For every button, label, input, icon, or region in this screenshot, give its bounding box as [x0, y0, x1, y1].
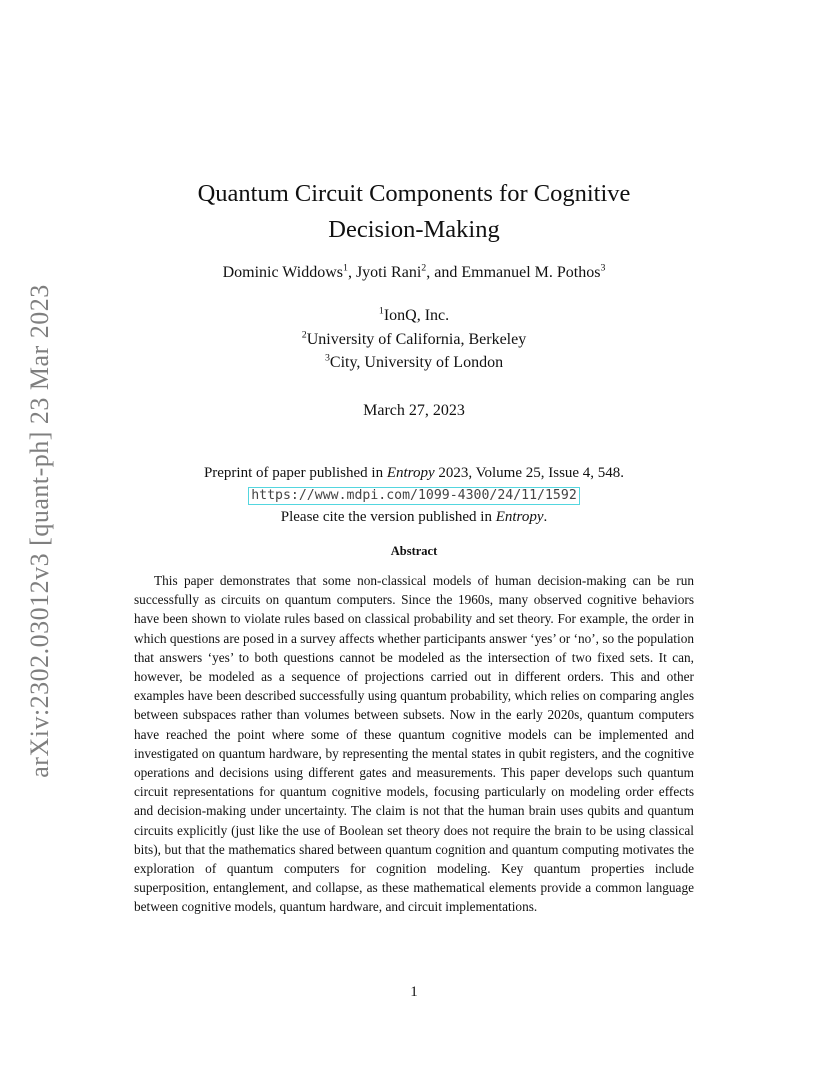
affil-marker: 3: [324, 352, 330, 364]
cite-journal: Entropy: [495, 509, 544, 525]
abstract-body: This paper demonstrates that some non-classical models of human decision-making can be run successfully as circuits on quantum computers. Since the 1960s, many observed cognitive behaviors have been shown to violate rules based on classical probability and set theory. For example, the order in which questions are posed in a survey affects whether participants answer ‘yes’ or ‘no’, so the population that answers ‘yes’ to both questions cannot be modeled as the intersection of two fixed sets. It can, however, be modeled as a sequence of projections carried out in different orders. This and other examples have been described successfully using quantum probability, which relies on comparing angles between subspaces rather than volumes between subsets. Now in the early 2020s, quantum computers have reached the point where some of these quantum cognitive models can be implemented and investigated on quantum hardware, by representing the mental states in qubit registers, and the cognitive operations and decisions using different gates and measurements. This paper develops such quantum circuit representations for quantum cognitive models, focusing particularly on modeling order effects and decision-making under uncertainty. The claim is not that the human brain uses qubits and quantum circuits explicitly (just like the use of Boolean set theory does not require the brain to be using classical bits), but that the mathematics shared between quantum cognition and quantum computing motivates the exploration of quantum computers for cognition modeling. Key quantum properties include superposition, entanglement, and collapse, as these mathematical elements provide a common language between cognitive models, quantum hardware, and circuit implementations.: [134, 573, 694, 915]
affiliation-list: [120, 304, 708, 375]
paper-title: [120, 176, 708, 248]
preprint-suffix: 2023, Volume 25, Issue 4, 548.: [434, 465, 625, 481]
cite-prefix: Please cite the version published in: [280, 509, 496, 525]
title-line-1: Quantum Circuit Components for Cognitive: [197, 180, 631, 207]
abstract-heading: Abstract: [390, 544, 438, 558]
preprint-notice: [120, 462, 708, 528]
paper-date: March 27, 2023: [363, 402, 465, 419]
author-affil-marker: 1: [342, 262, 348, 274]
arxiv-side-stamp: arXiv:2302.03012v3 [quant-ph] 23 Mar 2023: [25, 284, 54, 778]
journal-name: Entropy: [386, 465, 435, 481]
author-name: Dominic Widdows: [222, 264, 343, 281]
affiliation: [120, 351, 708, 375]
affiliation: [120, 328, 708, 352]
affil-text: University of California, Berkeley: [306, 330, 527, 348]
author-affil-marker: 2: [421, 262, 427, 274]
affil-marker: 1: [378, 305, 384, 317]
affil-marker: 2: [301, 329, 307, 341]
preprint-prefix: Preprint of paper published in: [203, 465, 387, 481]
affiliation: [120, 304, 708, 328]
author-name: Jyoti Rani: [355, 264, 422, 281]
author-separator: , and: [426, 264, 462, 281]
preprint-url-line: [120, 484, 708, 506]
preprint-line: [120, 462, 708, 484]
author-list: [120, 264, 708, 282]
author-name: Emmanuel M. Pothos: [461, 264, 601, 281]
cite-suffix: .: [543, 509, 548, 525]
journal-link[interactable]: https://www.mdpi.com/1099-4300/24/11/1592: [248, 487, 580, 505]
title-line-2: Decision-Making: [328, 216, 500, 243]
affil-text: City, University of London: [329, 354, 504, 371]
page-number: 1: [410, 984, 418, 1000]
author-affil-marker: 3: [600, 262, 606, 274]
affil-text: IonQ, Inc.: [383, 307, 450, 324]
author-separator: ,: [347, 264, 356, 281]
cite-line: [120, 506, 708, 528]
